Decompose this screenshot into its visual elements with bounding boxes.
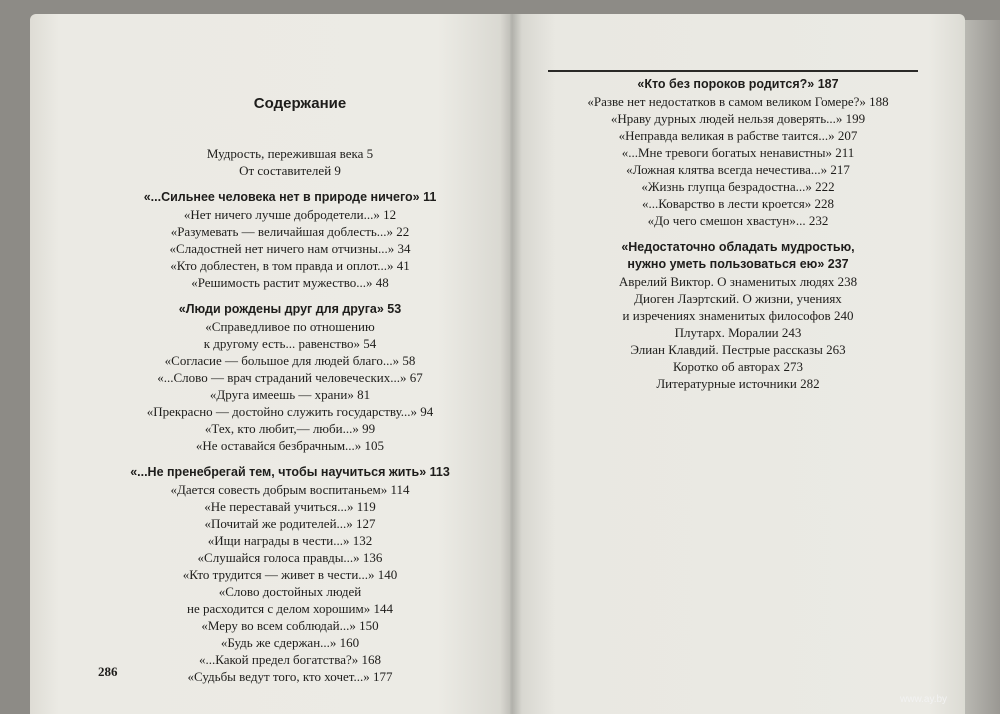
contents-entry: «Разумевать — величайшая доблесть...» 22	[170, 224, 410, 239]
left-contents-column	[110, 145, 470, 685]
contents-entry: Плутарх. Моралии 243	[674, 325, 802, 340]
contents-entry: Элиан Клавдий. Пестрые рассказы 263	[630, 342, 846, 357]
group-gap	[548, 229, 928, 239]
book-gutter	[500, 14, 522, 714]
contents-entry: «Тех, кто любит,— люби...» 99	[204, 421, 376, 436]
contents-heading: Содержание	[253, 95, 347, 112]
contents-entry: Мудрость, пережившая века 5	[206, 146, 374, 161]
contents-entry: «Меру во всем соблюдай...» 150	[201, 618, 379, 633]
contents-entry: нужно уметь пользоваться ею» 237	[627, 257, 849, 271]
contents-entry: «Жизнь глупца безрадостна...» 222	[641, 179, 835, 194]
page-number: 286	[98, 664, 118, 679]
contents-entry: «Ищи награды в чести...» 132	[207, 533, 373, 548]
contents-entry: Аврелий Виктор. О знаменитых людях 238	[618, 274, 858, 289]
contents-entry: «Разве нет недостатков в самом великом Гомере?» 188	[587, 94, 889, 109]
contents-entry: «Друга имеешь — храни» 81	[209, 387, 371, 402]
contents-entry: «Кто трудится — живет в чести...» 140	[182, 567, 398, 582]
contents-entry: «Почитай же родителей...» 127	[204, 516, 376, 531]
contents-entry: «Слово достойных людей	[218, 584, 362, 599]
page-edges	[965, 20, 1000, 714]
contents-entry: не расходится с делом хорошим» 144	[187, 601, 393, 616]
contents-entry: «Справедливое по отношению	[205, 319, 375, 334]
top-rule	[548, 70, 918, 72]
contents-entry: «Слушайся голоса правды...» 136	[197, 550, 383, 565]
contents-entry: «Неправда великая в рабстве таится...» 207	[618, 128, 858, 143]
group-gap	[110, 179, 470, 189]
contents-entry: «Согласие — большое для людей благо...» 58	[164, 353, 416, 368]
contents-entry: Диоген Лаэртский. О жизни, учениях	[634, 291, 842, 306]
contents-entry: «Будь же сдержан...» 160	[220, 635, 360, 650]
contents-entry: «Сладостней нет ничего нам отчизны...» 34	[169, 241, 411, 256]
right-contents-column	[548, 76, 928, 392]
contents-entry: «Прекрасно — достойно служить государству...» 94	[146, 404, 434, 419]
contents-entry: От составителей 9	[239, 163, 341, 178]
contents-entry: «Решимость растит мужество...» 48	[191, 275, 389, 290]
group-gap	[110, 291, 470, 301]
contents-entry: «...Мне тревоги богатых ненавистны» 211	[621, 145, 855, 160]
watermark: www.ay.by	[900, 694, 948, 705]
contents-entry: Литературные источники 282	[656, 376, 820, 391]
contents-entry: «Дается совесть добрым воспитаньем» 114	[170, 482, 410, 497]
contents-entry: «Кто без пороков родится?» 187	[637, 77, 839, 91]
contents-entry: Коротко об авторах 273	[673, 359, 803, 374]
contents-entry: «...Коварство в лести кроется» 228	[642, 196, 834, 211]
contents-entry: «...Сильнее человека нет в природе ничего» 11	[143, 190, 437, 204]
contents-entry: «Нет ничего лучше добродетели...» 12	[183, 207, 397, 222]
contents-entry: к другому есть... равенство» 54	[203, 336, 377, 351]
contents-entry: «До чего смешон хвастун»... 232	[647, 213, 829, 228]
contents-entry: «Недостаточно обладать мудростью,	[621, 240, 855, 254]
contents-entry: и изречениях знаменитых философов 240	[622, 308, 854, 323]
contents-entry: «Люди рождены друг для друга» 53	[178, 302, 402, 316]
contents-entry: «Судьбы ведут того, кто хочет...» 177	[187, 669, 393, 684]
contents-entry: «Ложная клятва всегда нечестива...» 217	[626, 162, 850, 177]
contents-entry: «...Слово — врач страданий человеческих...» 67	[157, 370, 423, 385]
contents-entry: «...Какой предел богатства?» 168	[199, 652, 381, 667]
contents-entry: «Не переставай учиться...» 119	[204, 499, 376, 514]
group-gap	[110, 454, 470, 464]
contents-entry: «...Не пренебрегай тем, чтобы научиться жить» 113	[130, 465, 450, 479]
contents-entry: «Кто доблестен, в том правда и оплот...» 41	[170, 258, 410, 273]
contents-entry: «Не оставайся безбрачным...» 105	[195, 438, 385, 453]
contents-entry: «Нраву дурных людей нельзя доверять...» 199	[610, 111, 866, 126]
